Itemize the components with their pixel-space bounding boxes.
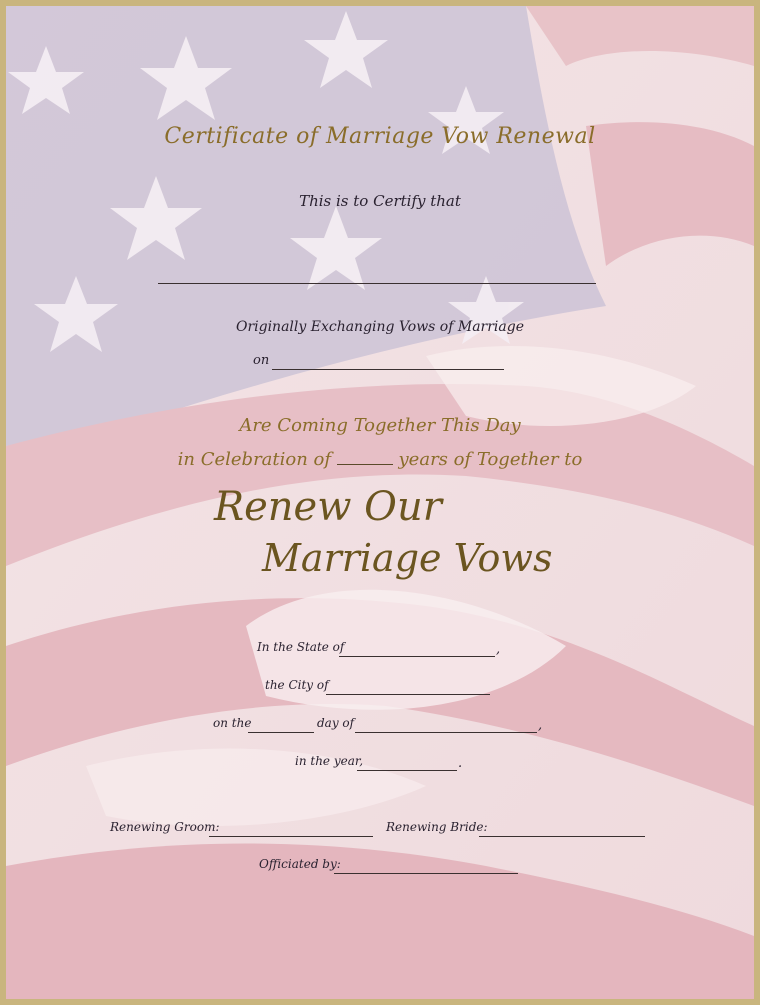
bride-signature-line <box>479 836 645 837</box>
groom-label: Renewing Groom: <box>110 820 220 834</box>
officiant-signature-line <box>334 873 518 874</box>
groom-signature-line <box>209 836 373 837</box>
headline-renew-our: Renew Our <box>214 484 442 530</box>
bride-label: Renewing Bride: <box>386 820 488 834</box>
couple-names-line <box>158 283 596 284</box>
state-line <box>339 656 495 657</box>
month-line <box>355 732 537 733</box>
certificate-title: Certificate of Marriage Vow Renewal <box>164 124 596 149</box>
year-label: in the year, <box>295 754 364 768</box>
day-line <box>248 732 314 733</box>
headline-marriage-vows: Marriage Vows <box>262 536 553 580</box>
celebration-prefix: in Celebration of <box>177 449 332 470</box>
state-label: In the State of <box>257 640 345 654</box>
original-date-line <box>272 369 504 370</box>
city-label: the City of <box>265 678 329 692</box>
year-suffix: . <box>458 756 463 771</box>
state-suffix: , <box>496 642 501 657</box>
certificate-content <box>6 6 754 999</box>
certify-line: This is to Certify that <box>299 192 461 210</box>
on-date-label: on <box>253 353 270 368</box>
city-line <box>326 694 490 695</box>
years-blank <box>337 464 393 465</box>
year-line <box>357 770 457 771</box>
originally-exchanging-line: Originally Exchanging Vows of Marriage <box>235 319 525 335</box>
officiated-label: Officiated by: <box>259 857 341 871</box>
celebration-line <box>6 449 754 470</box>
day-suffix: , <box>538 718 543 733</box>
on-the-label: on the <box>213 716 252 730</box>
day-of-label: day of <box>317 716 355 730</box>
celebration-suffix: years of Together to <box>398 449 583 470</box>
coming-together-line: Are Coming Together This Day <box>239 415 521 436</box>
